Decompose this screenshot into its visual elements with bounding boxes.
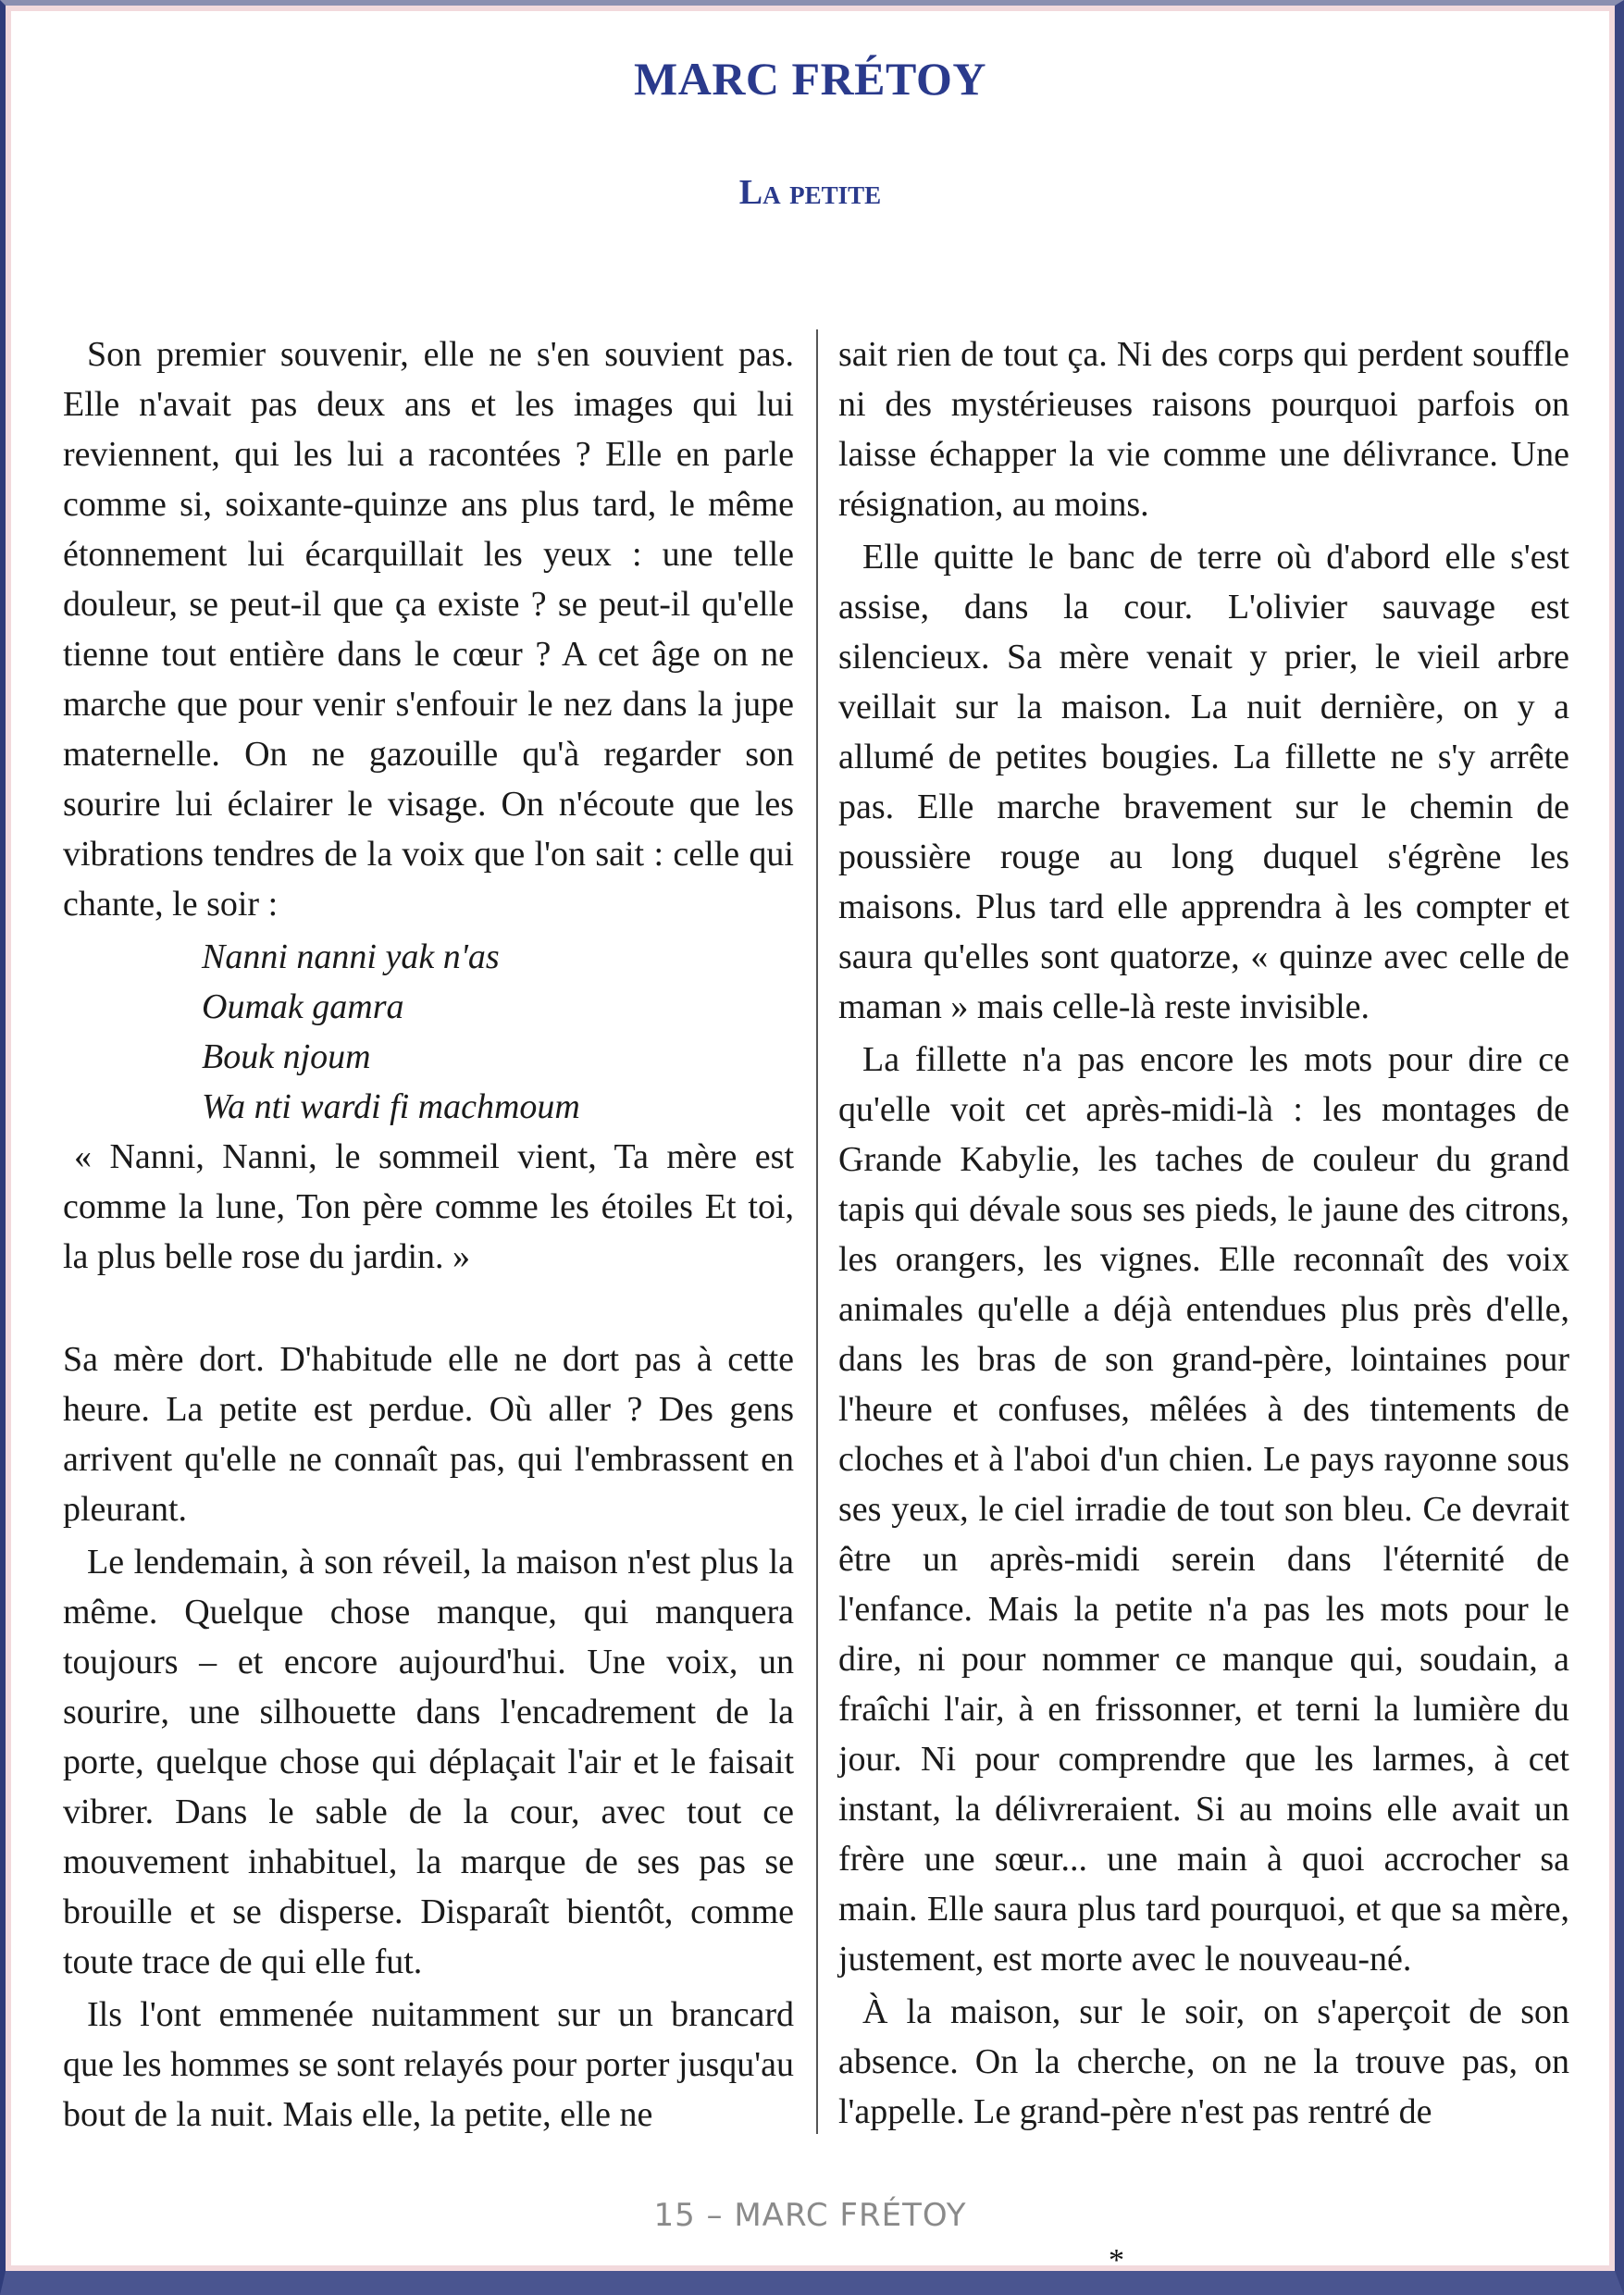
poem-line: Oumak gamra <box>202 987 404 1026</box>
poem-line: Wa nti wardi fi machmoum <box>202 1087 580 1126</box>
poem-line: Bouk njoum <box>202 1037 371 1076</box>
column-divider <box>816 329 818 2134</box>
footer-mark: * <box>1109 2243 1124 2277</box>
poem <box>202 932 794 1132</box>
paragraph: Ils l'ont emmenée nuitamment sur un brancard que les hommes se sont relayés pour porter jusqu'au bout de la nuit. Mais elle, la petite, elle ne <box>63 1995 794 2134</box>
paragraph: Elle quitte le banc de terre où d'abord elle s'est assise, dans la cour. L'olivier sauvage est silencieux. Sa mère venait y prier, le vieil arbre veillait sur la maison. La nuit dernière, on y a allumé de petites bougies. La fillette ne s'y arrête pas. Elle marche bravement sur le chemin de poussière rouge au long duquel s'égrène les maisons. Plus tard elle apprendra à les compter et saura qu'elles sont quatorze, « quinze avec celle de maman » mais celle-là reste invisible. <box>838 538 1569 1026</box>
section-break <box>63 1284 794 1334</box>
paragraph: Sa mère dort. D'habitude elle ne dort pas à cette heure. La petite est perdue. Où aller ? Des gens arrivent qu'elle ne connaît pas, qui l'embrassent en pleurant. <box>63 1340 794 1529</box>
paragraph: La fillette n'a pas encore les mots pour dire ce qu'elle voit cet après-midi-là : les montages de Grande Kabylie, les taches de couleur du grand tapis qui dévale sous ses pieds, le jaune des citrons, les orangers, les vignes. Elle reconnaît des voix animales qu'elle a déjà entendues plus près d'elle, dans les bras de son grand-père, lointaines pour l'heure et confuses, mêlées à des tintements de cloches et à l'aboi d'un chien. Le pays rayonne sous ses yeux, le ciel irradie de tout son bleu. Ce devrait être un après-midi serein dans l'éternité de l'enfance. Mais la petite n'a pas les mots pour le dire, ni pour nommer ce manque qui, soudain, a fraîchi l'air, à en frissonner, et terni la lumière du jour. Ni pour comprendre que les larmes, à cet instant, la délivreraient. Si au moins elle avait un frère une sœur... une main à quoi accrocher sa main. Elle saura plus tard pourquoi, et que sa mère, justement, est morte avec le nouveau-né. <box>838 1040 1569 1979</box>
poem-line: Nanni nanni yak n'as <box>202 937 500 976</box>
paragraph: À la maison, sur le soir, on s'aperçoit de son absence. On la cherche, on ne la trouve pas, on l'appelle. Le grand-père n'est pas rentré de <box>838 1992 1569 2131</box>
paragraph: Son premier souvenir, elle ne s'en souvient pas. Elle n'avait pas deux ans et les images qui lui reviennent, qui les lui a racontées ? Elle en parle comme si, soixante-quinze ans plus tard, le même étonnement lui écarquillait les yeux : une telle douleur, se peut-il que ça existe ? se peut-il qu'elle tienne tout entière dans le cœur ? A cet âge on ne marche que pour venir s'enfouir le nez dans la jupe maternelle. On ne gazouille qu'à regarder son sourire lui éclairer le visage. On n'écoute que les vibrations tendres de la voix que l'on sait : celle qui chante, le soir : <box>63 335 794 924</box>
left-column <box>63 329 794 2142</box>
page-footer: 15 – MARC FRÉTOY <box>653 2197 967 2234</box>
author-title: MARC FRÉTOY <box>634 53 986 105</box>
paragraph: Le lendemain, à son réveil, la maison n'est plus la même. Quelque chose manque, qui manquera toujours – et encore aujourd'hui. Une voix, un sourire, une silhouette dans l'encadrement de la porte, quelque chose qui déplaçait l'air et le faisait vibrer. Dans le sable de la cour, avec tout ce mouvement inhabituel, la marque de ses pas se brouille et se disperse. Disparaît bientôt, comme toute trace de qui elle fut. <box>63 1543 794 1981</box>
poem-translation: « Nanni, Nanni, le sommeil vient, Ta mère est comme la lune, Ton père comme les étoiles Et toi, la plus belle rose du jardin. » <box>63 1137 794 1276</box>
story-title: La petite <box>738 173 882 212</box>
paragraph: sait rien de tout ça. Ni des corps qui perdent souffle ni des mystérieuses raisons pourquoi parfois on laisse échapper la vie comme une délivrance. Une résignation, au moins. <box>838 335 1569 524</box>
right-column <box>838 329 1569 2140</box>
